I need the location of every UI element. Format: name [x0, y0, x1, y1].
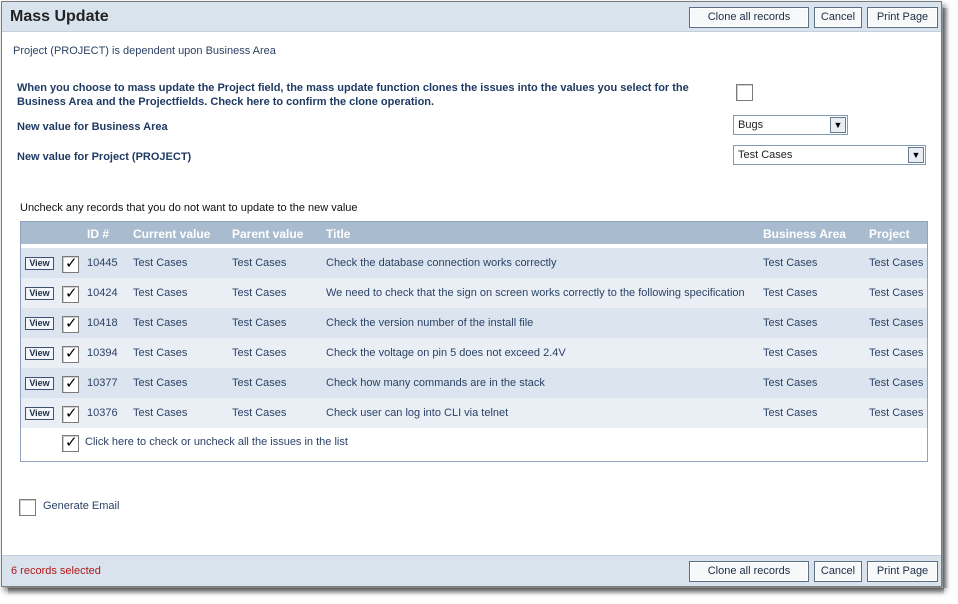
check-mark-icon: ✓ [65, 284, 78, 302]
cell-current-value: Test Cases [133, 377, 188, 389]
row-checkbox[interactable] [62, 376, 79, 393]
view-button[interactable]: View [25, 407, 54, 420]
mass-update-window [1, 1, 942, 587]
selected-count-status: 6 records selected [11, 565, 101, 577]
cell-current-value: Test Cases [133, 257, 188, 269]
cell-id: 10394 [87, 347, 118, 359]
cell-id: 10377 [87, 377, 118, 389]
uncheck-note: Uncheck any records that you do not want to update to the new value [20, 202, 358, 214]
view-button[interactable]: View [25, 287, 54, 300]
table-row [21, 248, 927, 278]
generate-email-label: Generate Email [43, 500, 120, 512]
check-mark-icon: ✓ [65, 433, 78, 451]
column-header-id[interactable]: ID # [87, 227, 110, 241]
cell-id: 10424 [87, 287, 118, 299]
cancel-button-top[interactable]: Cancel [814, 7, 862, 28]
grid-header [21, 222, 927, 246]
cell-business-area: Test Cases [763, 377, 818, 389]
check-mark-icon: ✓ [65, 314, 78, 332]
cell-id: 10376 [87, 407, 118, 419]
row-checkbox[interactable] [62, 256, 79, 273]
business-area-value: Bugs [738, 119, 764, 131]
check-all-checkbox[interactable] [62, 435, 79, 452]
row-checkbox[interactable] [62, 286, 79, 303]
title-bar [2, 2, 941, 32]
row-checkbox[interactable] [62, 406, 79, 423]
project-label: New value for Project (PROJECT) [17, 151, 192, 163]
cell-id: 10445 [87, 257, 118, 269]
footer-bar [2, 555, 941, 586]
cell-current-value: Test Cases [133, 317, 188, 329]
cell-parent-value: Test Cases [232, 257, 287, 269]
cell-business-area: Test Cases [763, 317, 818, 329]
cell-parent-value: Test Cases [232, 407, 287, 419]
project-select[interactable] [733, 145, 926, 165]
cell-current-value: Test Cases [133, 287, 188, 299]
dependency-note: Project (PROJECT) is dependent upon Business Area [13, 45, 276, 57]
page-title: Mass Update [10, 8, 109, 25]
cell-project: Test Cases [869, 257, 924, 269]
cell-business-area: Test Cases [763, 407, 818, 419]
clone-all-records-button-bottom[interactable]: Clone all records [689, 561, 809, 582]
cell-current-value: Test Cases [133, 347, 188, 359]
cell-title: Check the database connection works correctly [326, 257, 557, 269]
records-grid [20, 221, 928, 462]
table-row [21, 338, 927, 368]
check-all-row [21, 428, 927, 460]
table-row [21, 398, 927, 428]
cell-title: We need to check that the sign on screen works correctly to the following specification [326, 287, 745, 299]
window-shadow-right [943, 8, 949, 588]
print-page-button-top[interactable]: Print Page [867, 7, 938, 28]
generate-email-checkbox[interactable] [19, 499, 36, 516]
column-header-business-area[interactable]: Business Area [763, 227, 846, 241]
cell-project: Test Cases [869, 347, 924, 359]
cell-title: Check the version number of the install file [326, 317, 534, 329]
cell-project: Test Cases [869, 287, 924, 299]
view-button[interactable]: View [25, 377, 54, 390]
column-header-parent-value[interactable]: Parent value [232, 227, 304, 241]
check-all-label[interactable]: Click here to check or uncheck all the issues in the list [85, 436, 348, 448]
window-shadow-bottom [8, 588, 944, 595]
cell-title: Check user can log into CLI via telnet [326, 407, 509, 419]
cell-id: 10418 [87, 317, 118, 329]
table-row [21, 308, 927, 338]
cell-parent-value: Test Cases [232, 317, 287, 329]
check-mark-icon: ✓ [65, 404, 78, 422]
clone-confirm-text-line1: When you choose to mass update the Project field, the mass update function clones the issues into the values you select for the [17, 82, 689, 94]
cell-business-area: Test Cases [763, 287, 818, 299]
cell-current-value: Test Cases [133, 407, 188, 419]
cell-parent-value: Test Cases [232, 287, 287, 299]
table-row [21, 368, 927, 398]
cell-project: Test Cases [869, 377, 924, 389]
cell-business-area: Test Cases [763, 257, 818, 269]
table-row [21, 278, 927, 308]
view-button[interactable]: View [25, 257, 54, 270]
cell-parent-value: Test Cases [232, 347, 287, 359]
column-header-project[interactable]: Project [869, 227, 910, 241]
cancel-button-bottom[interactable]: Cancel [814, 561, 862, 582]
chevron-down-icon: ▼ [908, 147, 924, 163]
column-header-title[interactable]: Title [326, 227, 351, 241]
clone-confirm-text-line2: Business Area and the Projectfields. Check here to confirm the clone operation. [17, 96, 435, 108]
chevron-down-icon: ▼ [830, 117, 846, 133]
cell-parent-value: Test Cases [232, 377, 287, 389]
project-value: Test Cases [738, 149, 793, 161]
check-mark-icon: ✓ [65, 374, 78, 392]
cell-project: Test Cases [869, 317, 924, 329]
column-header-current-value[interactable]: Current value [133, 227, 211, 241]
clone-confirm-checkbox[interactable] [736, 84, 753, 101]
cell-project: Test Cases [869, 407, 924, 419]
print-page-button-bottom[interactable]: Print Page [867, 561, 938, 582]
row-checkbox[interactable] [62, 346, 79, 363]
check-mark-icon: ✓ [65, 344, 78, 362]
view-button[interactable]: View [25, 317, 54, 330]
clone-all-records-button-top[interactable]: Clone all records [689, 7, 809, 28]
business-area-select[interactable] [733, 115, 848, 135]
cell-title: Check the voltage on pin 5 does not exceed 2.4V [326, 347, 566, 359]
cell-title: Check how many commands are in the stack [326, 377, 545, 389]
view-button[interactable]: View [25, 347, 54, 360]
row-checkbox[interactable] [62, 316, 79, 333]
business-area-label: New value for Business Area [17, 121, 168, 133]
cell-business-area: Test Cases [763, 347, 818, 359]
check-mark-icon: ✓ [65, 254, 78, 272]
